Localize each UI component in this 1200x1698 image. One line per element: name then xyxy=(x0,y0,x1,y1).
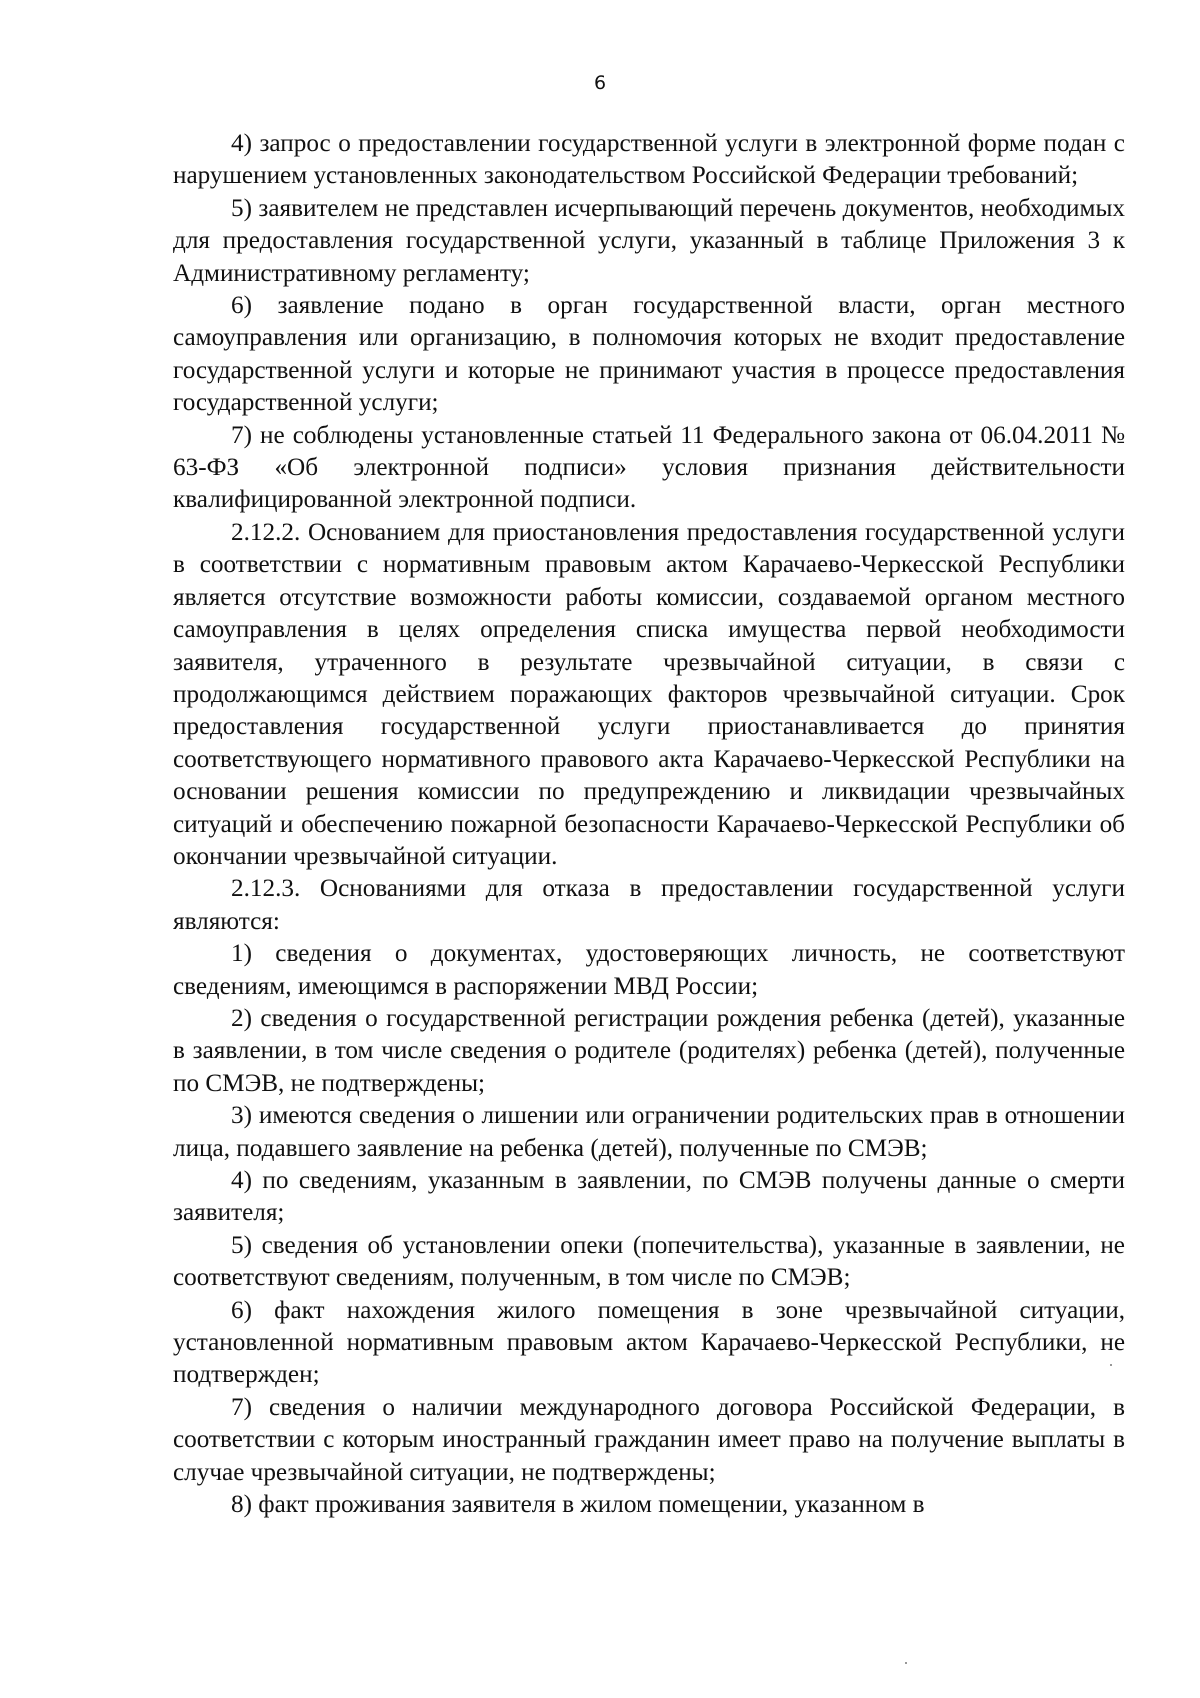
paragraph-2-12-3: 2.12.3. Основаниями для отказа в предоставлении государственной услуги являются: xyxy=(173,875,1125,935)
refusal-item-6: 6) факт нахождения жилого помещения в зоне чрезвычайной ситуации, установленной нормативным правовым актом Карачаево-Черкесской Республики, не подтвержден; xyxy=(173,1296,1125,1389)
paragraph-item-5: 5) заявителем не представлен исчерпывающий перечень документов, необходимых для предоставления государственной услуги, указанный в таблице Приложения 3 к Административному регламенту; xyxy=(173,194,1125,287)
refusal-item-3: 3) имеются сведения о лишении или ограничении родительских прав в отношении лица, подавшего заявление на ребенка (детей), полученные по СМЭВ; xyxy=(173,1102,1125,1162)
paragraph-item-6: 6) заявление подано в орган государственной власти, орган местного самоуправления или организацию, в полномочия которых не входит предоставление государственной услуги и которые не принимают участия в процессе предоставления государственной услуги; xyxy=(173,292,1125,417)
refusal-item-8: 8) факт проживания заявителя в жилом помещении, указанном в xyxy=(231,1491,925,1519)
refusal-item-1: 1) сведения о документах, удостоверяющих личность, не соответствуют сведениям, имеющимся в распоряжении МВД России; xyxy=(173,940,1125,1000)
paragraph-2-12-2: 2.12.2. Основанием для приостановления предоставления государственной услуги в соответствии с нормативным правовым актом Карачаево-Черкесской Республики является отсутствие возможности работы комиссии, создаваемой органом местного самоуправления в целях определения списка имущества первой необходимости заявителя, утраченного в результате чрезвычайной ситуации, в связи с продолжающимся действием поражающих факторов чрезвычайной ситуации. Срок предоставления государственной услуги приостанавливается до принятия соответствующего нормативного правового акта Карачаево-Черкесской Республики на основании решения комиссии по предупреждению и ликвидации чрезвычайных ситуаций и обеспечению пожарной безопасности Карачаево-Черкесской Республики об окончании чрезвычайной ситуации. xyxy=(173,518,1125,870)
refusal-item-4: 4) по сведениям, указанным в заявлении, по СМЭВ получены данные о смерти заявителя; xyxy=(173,1167,1125,1227)
paragraph-item-7: 7) не соблюдены установленные статьей 11 Федерального закона от 06.04.2011 № 63-ФЗ «Об электронной подписи» условия признания действительности квалифицированной электронной подписи. xyxy=(173,421,1125,514)
refusal-item-2: 2) сведения о государственной регистрации рождения ребенка (детей), указанные в заявлении, в том числе сведения о родителе (родителях) ребенка (детей), полученные по СМЭВ, не подтверждены; xyxy=(173,1004,1125,1097)
refusal-item-5: 5) сведения об установлении опеки (попечительства), указанные в заявлении, не соответствуют сведениям, полученным, в том числе по СМЭВ; xyxy=(173,1231,1125,1292)
scan-speck xyxy=(1110,1364,1112,1366)
page-number: 6 xyxy=(593,72,607,94)
document-body xyxy=(173,128,1125,1521)
scan-speck xyxy=(905,1662,907,1664)
paragraph-item-4: 4) запрос о предоставлении государственной услуги в электронной форме подан с нарушением установленных законодательством Российской Федерации требований; xyxy=(173,130,1125,190)
refusal-item-7: 7) сведения о наличии международного договора Российской Федерации, в соответствии с которым иностранный гражданин имеет право на получение выплаты в случае чрезвычайной ситуации, не подтверждены; xyxy=(173,1393,1125,1486)
